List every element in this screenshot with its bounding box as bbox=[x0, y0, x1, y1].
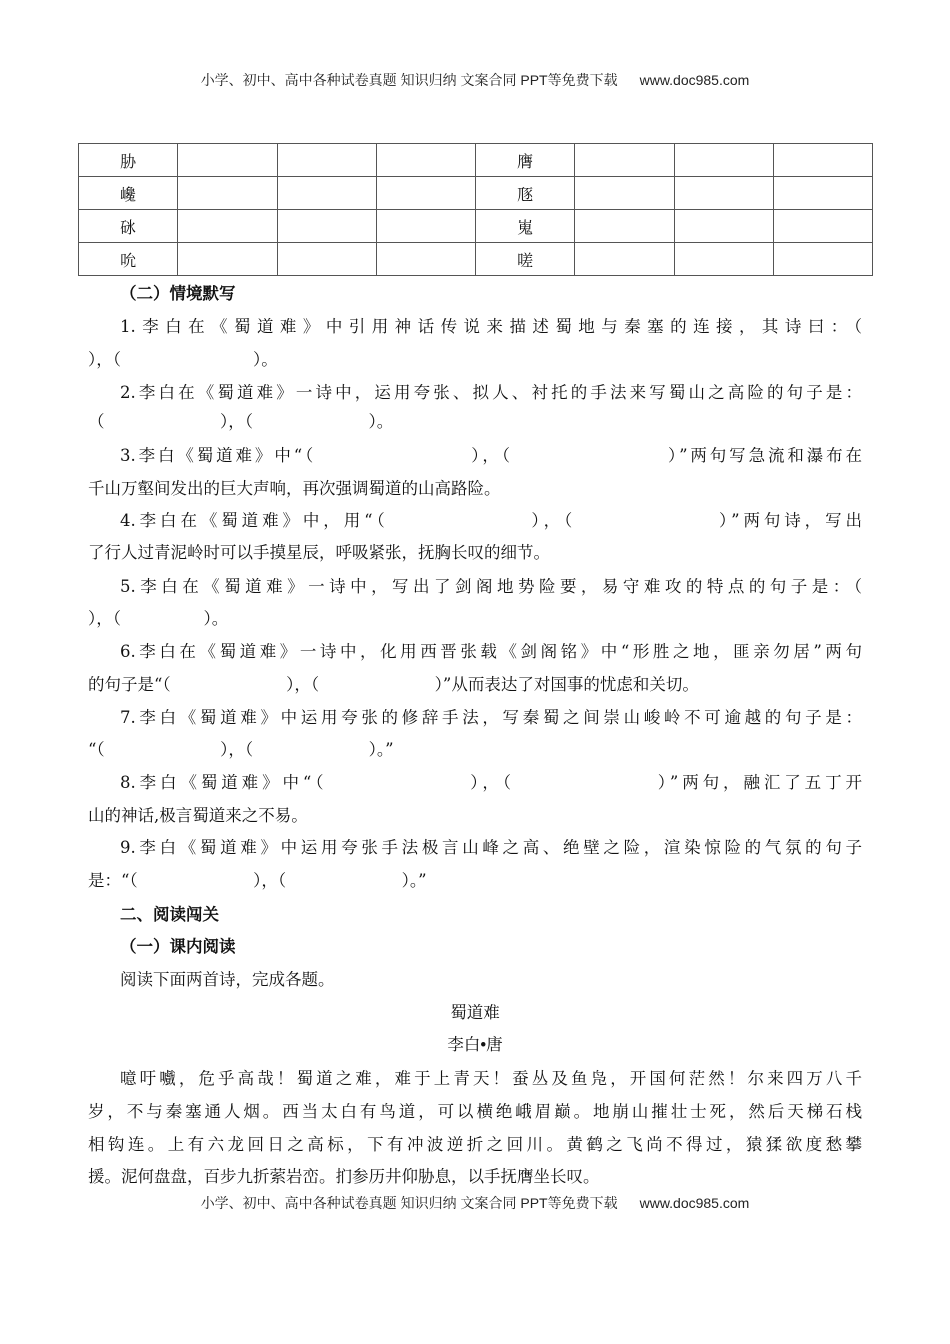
question-line: 6.李白在《蜀道难》一诗中，化用西晋张载《剑阁铭》中“形胜之地，匪亲勿居”两句 bbox=[120, 642, 862, 661]
poem-author: 李白•唐 bbox=[447, 1036, 503, 1054]
blank-cell bbox=[376, 210, 475, 243]
instruction: 阅读下面两首诗，完成各题。 bbox=[120, 970, 335, 989]
poem-line: 岁，不与秦塞通人烟。西当太白有鸟道，可以横绝峨眉巅。地崩山摧壮士死，然后天梯石栈 bbox=[88, 1102, 862, 1121]
blank-cell bbox=[674, 243, 773, 276]
poem-title: 蜀道难 bbox=[450, 1004, 500, 1022]
blank-cell bbox=[575, 144, 674, 177]
question-continuation: （ ），（ ）。 bbox=[88, 412, 394, 431]
blank-cell bbox=[376, 144, 475, 177]
header-text: 小学、初中、高中各种试卷真题 知识归纳 文案合同 PPT等免费下载 bbox=[200, 72, 618, 88]
blank-cell bbox=[773, 177, 872, 210]
poem-line: 噫吁嚱，危乎高哉！蜀道之难，难于上青天！蚕丛及鱼凫，开国何茫然！尔来四万八千 bbox=[120, 1069, 862, 1088]
blank-cell bbox=[178, 144, 277, 177]
blank-cell bbox=[178, 243, 277, 276]
character-cell: 膺 bbox=[475, 144, 574, 177]
question-line: 2.李白在《蜀道难》一诗中，运用夸张、拟人、衬托的手法来写蜀山之高险的句子是： bbox=[120, 383, 862, 402]
table-row bbox=[79, 144, 873, 177]
question-line: 3.李白《蜀道难》中“（ ），（ ）”两句写急流和瀑布在 bbox=[120, 446, 862, 465]
blank-cell bbox=[277, 243, 376, 276]
blank-cell bbox=[773, 243, 872, 276]
blank-cell bbox=[575, 243, 674, 276]
character-cell: 豗 bbox=[475, 177, 574, 210]
question-line: 4.李白在《蜀道难》中，用“（ ），（ ）”两句诗，写出 bbox=[120, 511, 862, 530]
character-cell: 嗟 bbox=[475, 243, 574, 276]
question-line: 5.李白在《蜀道难》一诗中，写出了剑阁地势险要，易守难攻的特点的句子是：（ bbox=[120, 577, 862, 596]
subsection-title: （一）课内阅读 bbox=[120, 937, 236, 956]
blank-cell bbox=[178, 210, 277, 243]
page-footer bbox=[0, 1193, 950, 1213]
footer-url: www.doc985.com bbox=[639, 1195, 750, 1211]
table-row bbox=[79, 210, 873, 243]
question-continuation: 的句子是“（ ），（ ）”从而表达了对国事的忧虑和关切。 bbox=[88, 675, 699, 694]
question-line: 8.李白《蜀道难》中“（ ），（ ）”两句，融汇了五丁开 bbox=[120, 773, 862, 792]
question-continuation: ），（ ）。 bbox=[88, 350, 278, 369]
question-continuation: 山的神话,极言蜀道来之不易。 bbox=[88, 806, 308, 825]
page-header bbox=[0, 70, 950, 90]
table-row bbox=[79, 243, 873, 276]
question-continuation: ），（ ）。 bbox=[88, 609, 229, 628]
blank-cell bbox=[376, 177, 475, 210]
blank-cell bbox=[575, 177, 674, 210]
blank-cell bbox=[773, 144, 872, 177]
footer-text: 小学、初中、高中各种试卷真题 知识归纳 文案合同 PPT等免费下载 bbox=[200, 1195, 618, 1211]
part-title: 二、阅读闯关 bbox=[120, 905, 219, 924]
question-line: 7.李白《蜀道难》中运用夸张的修辞手法，写秦蜀之间崇山峻岭不可逾越的句子是： bbox=[120, 708, 862, 727]
section-title: （二）情境默写 bbox=[120, 284, 236, 303]
character-cell: 胁 bbox=[79, 144, 178, 177]
character-cell: 巉 bbox=[79, 177, 178, 210]
table-row bbox=[79, 177, 873, 210]
question-continuation: 千山万壑间发出的巨大声响，再次强调蜀道的山高路险。 bbox=[88, 479, 501, 498]
blank-cell bbox=[277, 177, 376, 210]
character-cell: 嵬 bbox=[475, 210, 574, 243]
blank-cell bbox=[674, 177, 773, 210]
blank-cell bbox=[277, 210, 376, 243]
blank-cell bbox=[277, 144, 376, 177]
poem-line: 援。泥何盘盘，百步九折萦岩峦。扪参历井仰胁息，以手抚膺坐长叹。 bbox=[88, 1167, 600, 1186]
blank-cell bbox=[376, 243, 475, 276]
blank-cell bbox=[575, 210, 674, 243]
blank-cell bbox=[674, 210, 773, 243]
question-continuation: “（ ），（ ）。” bbox=[88, 740, 394, 759]
blank-cell bbox=[674, 144, 773, 177]
blank-cell bbox=[178, 177, 277, 210]
character-table bbox=[78, 143, 873, 276]
character-cell: 吮 bbox=[79, 243, 178, 276]
question-line: 9.李白《蜀道难》中运用夸张手法极言山峰之高、绝壁之险，渲染惊险的气氛的句子 bbox=[120, 838, 862, 857]
poem-line: 相钩连。上有六龙回日之高标，下有冲波逆折之回川。黄鹤之飞尚不得过，猿猱欲度愁攀 bbox=[88, 1135, 862, 1154]
character-cell: 砯 bbox=[79, 210, 178, 243]
question-continuation: 是：“（ ），（ ）。” bbox=[88, 871, 427, 890]
question-continuation: 了行人过青泥岭时可以手摸星辰，呼吸紧张，抚胸长叹的细节。 bbox=[88, 543, 550, 562]
blank-cell bbox=[773, 210, 872, 243]
question-line: 1.李白在《蜀道难》中引用神话传说来描述蜀地与秦塞的连接，其诗曰：（ bbox=[120, 317, 862, 336]
header-url: www.doc985.com bbox=[639, 72, 750, 88]
